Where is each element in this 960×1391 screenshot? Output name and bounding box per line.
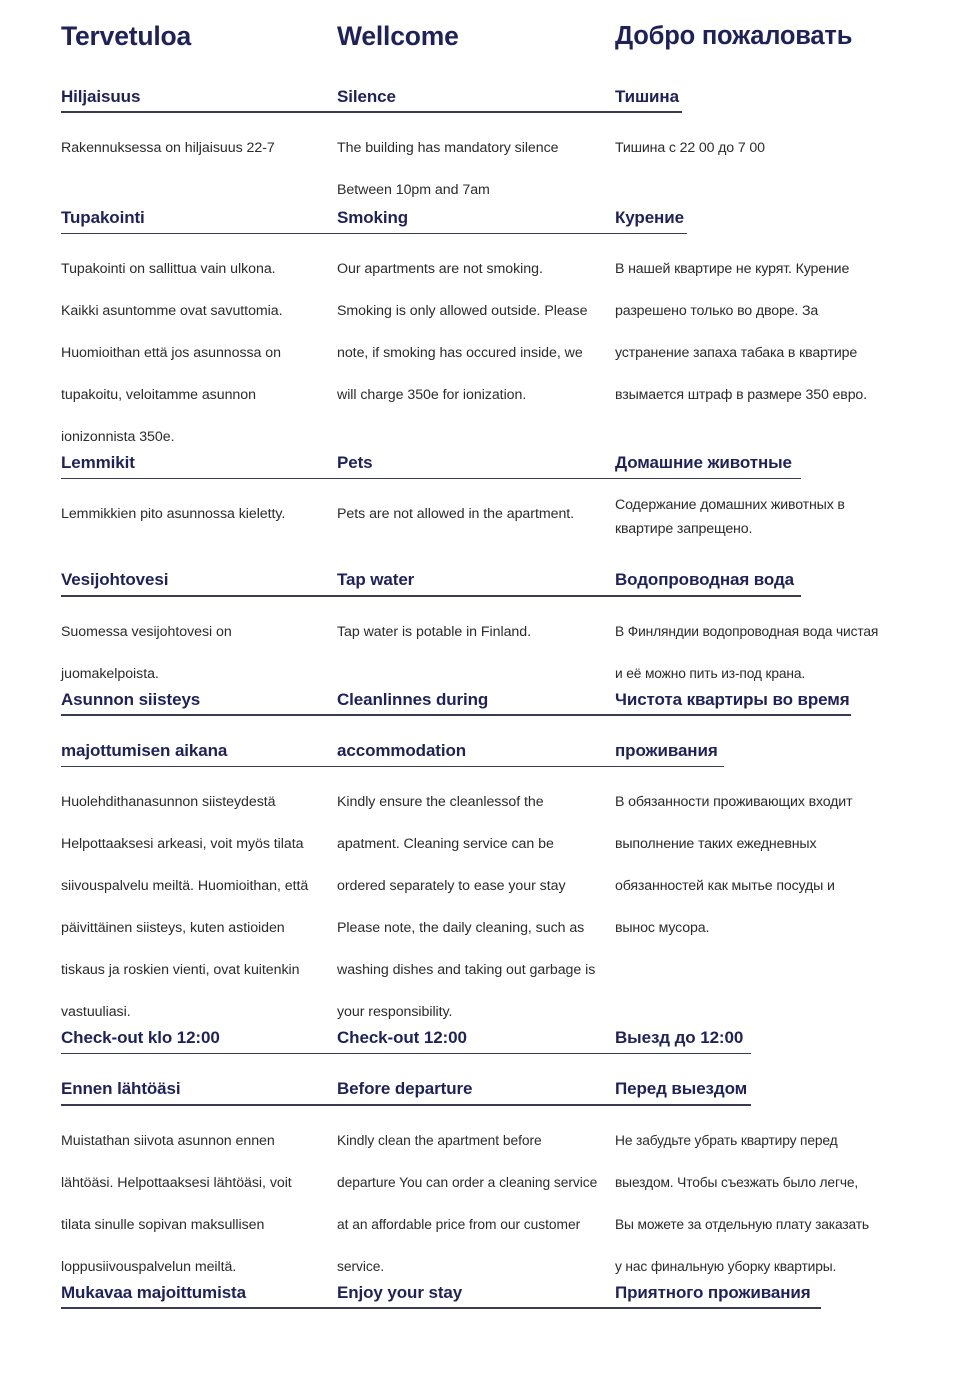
heading-cleanliness-ru-2: проживания bbox=[615, 740, 718, 760]
heading-pets-fi: Lemmikit bbox=[61, 453, 135, 473]
body-line: квартире запрещено. bbox=[615, 521, 753, 538]
house-rules-document bbox=[0, 22, 960, 1391]
body-before-departure-en bbox=[337, 1120, 615, 1288]
body-line: at an affordable price from our customer bbox=[337, 1216, 581, 1232]
body-line: Tap water is potable in Finland. bbox=[337, 623, 531, 640]
section-heading-pets bbox=[0, 452, 960, 479]
heading-rule bbox=[61, 1104, 751, 1106]
body-cleanliness-en bbox=[337, 781, 615, 1033]
section-body-before-departure bbox=[0, 1120, 960, 1288]
section-body-smoking bbox=[0, 248, 960, 458]
heading-tap-water-en: Tap water bbox=[337, 570, 415, 590]
body-silence-en bbox=[337, 127, 615, 211]
body-tap-water-ru bbox=[615, 611, 935, 695]
body-line: siivouspalvelu meiltä. Huomioithan, että bbox=[61, 878, 309, 895]
body-smoking-ru bbox=[615, 248, 935, 458]
section-heading-before-departure bbox=[0, 1078, 960, 1105]
heading-rule bbox=[61, 714, 851, 716]
heading-rule bbox=[61, 1307, 821, 1309]
heading-pets-en: Pets bbox=[337, 453, 373, 473]
body-line: tilata sinulle sopivan maksullisen bbox=[61, 1216, 265, 1233]
heading-pets-ru: Домашние животные bbox=[615, 453, 792, 473]
body-line: В нашей квартире не курят. Курение bbox=[615, 261, 850, 278]
body-line: your responsibility. bbox=[337, 1004, 453, 1021]
body-tap-water-fi bbox=[61, 611, 337, 695]
body-silence-fi bbox=[61, 127, 337, 211]
heading-enjoy-ru: Приятного проживания bbox=[615, 1282, 811, 1302]
body-line: Helpottaaksesi arkeasi, voit myös tilata bbox=[61, 836, 304, 853]
heading-cleanliness-fi: Asunnon siisteys bbox=[61, 689, 201, 709]
body-line: tupakoitu, veloitamme asunnon bbox=[61, 387, 256, 404]
body-line: vastuuliasi. bbox=[61, 1004, 131, 1021]
body-pets-ru bbox=[615, 493, 935, 541]
body-line: tiskaus ja roskien vienti, ovat kuitenkin bbox=[61, 962, 300, 979]
body-line: Between 10pm and 7am bbox=[337, 181, 490, 198]
heading-rule bbox=[61, 478, 801, 480]
body-silence-ru bbox=[615, 127, 935, 211]
body-smoking-fi bbox=[61, 248, 337, 458]
heading-enjoy-fi: Mukavaa majoittumista bbox=[61, 1282, 246, 1302]
body-line: The building has mandatory silence bbox=[337, 139, 559, 156]
section-heading-tap-water bbox=[0, 569, 960, 596]
body-line: Muistathan siivota asunnon ennen bbox=[61, 1132, 275, 1149]
page-title-ru: Добро пожаловать bbox=[615, 22, 853, 50]
body-line: Вы можете за отдельную плату заказать bbox=[615, 1216, 869, 1232]
body-pets-en bbox=[337, 493, 615, 541]
section-heading-enjoy bbox=[0, 1282, 960, 1309]
body-line: service. bbox=[337, 1258, 385, 1274]
body-line: ionizonnista 350e. bbox=[61, 429, 175, 446]
body-line: обязанностей как мытье посуды и bbox=[615, 878, 835, 895]
body-line: Our apartments are not smoking. bbox=[337, 261, 543, 278]
heading-checkout-fi: Check-out klo 12:00 bbox=[61, 1028, 220, 1048]
heading-cleanliness-en-2: accommodation bbox=[337, 740, 467, 760]
body-line: note, if smoking has occured inside, we bbox=[337, 345, 583, 362]
section-heading-cleanliness-line2 bbox=[0, 740, 960, 767]
body-line: Huomioithan että jos asunnossa on bbox=[61, 345, 281, 362]
body-line: Kindly ensure the cleanlessof the bbox=[337, 794, 544, 811]
heading-rule bbox=[61, 233, 687, 235]
heading-cleanliness-ru: Чистота квартиры во время bbox=[615, 689, 850, 709]
body-line: apatment. Cleaning service can be bbox=[337, 836, 554, 853]
section-body-tap-water bbox=[0, 611, 960, 695]
body-line: Suomessa vesijohtovesi on bbox=[61, 623, 232, 640]
document-title-row bbox=[0, 22, 960, 52]
body-line: Не забудьте убрать квартиру перед bbox=[615, 1132, 838, 1148]
heading-checkout-en: Check-out 12:00 bbox=[337, 1028, 467, 1048]
body-line: устранение запаха табака в квартире bbox=[615, 345, 858, 362]
body-line: Lemmikkien pito asunnossa kieletty. bbox=[61, 506, 286, 523]
page-title-en: Wellcome bbox=[337, 21, 459, 51]
body-line: loppusiivouspalvelun meiltä. bbox=[61, 1258, 237, 1275]
body-tap-water-en bbox=[337, 611, 615, 695]
heading-tap-water-ru: Водопроводная вода bbox=[615, 570, 795, 590]
body-line: у нас финальную уборку квартиры. bbox=[615, 1258, 837, 1274]
heading-silence-ru: Тишина bbox=[615, 86, 679, 106]
body-line: will charge 350e for ionization. bbox=[337, 387, 527, 404]
heading-smoking-ru: Курение bbox=[615, 207, 684, 227]
page-title-fi: Tervetuloa bbox=[61, 21, 192, 51]
section-body-silence bbox=[0, 127, 960, 211]
body-line: ordered separately to ease your stay bbox=[337, 878, 566, 895]
body-line: выездом. Чтобы съезжать было легче, bbox=[615, 1174, 859, 1190]
body-line: Huolehdithanasunnon siisteydestä bbox=[61, 794, 276, 811]
section-heading-cleanliness-line1 bbox=[0, 689, 960, 716]
body-line: вынос мусора. bbox=[615, 920, 710, 937]
body-before-departure-ru bbox=[615, 1120, 935, 1288]
heading-tap-water-fi: Vesijohtovesi bbox=[61, 570, 169, 590]
heading-smoking-en: Smoking bbox=[337, 207, 409, 227]
body-line: Rakennuksessa on hiljaisuus 22-7 bbox=[61, 139, 275, 156]
section-heading-smoking bbox=[0, 207, 960, 234]
heading-rule bbox=[61, 111, 682, 113]
heading-before-departure-en: Before departure bbox=[337, 1079, 473, 1099]
heading-before-departure-ru: Перед выездом bbox=[615, 1079, 748, 1099]
body-line: Содержание домашних животных в bbox=[615, 497, 845, 514]
body-smoking-en bbox=[337, 248, 615, 458]
body-line: juomakelpoista. bbox=[61, 665, 159, 682]
body-pets-fi bbox=[61, 493, 337, 541]
heading-cleanliness-en: Cleanlinnes during bbox=[337, 689, 489, 709]
body-line: Kindly clean the apartment before bbox=[337, 1132, 542, 1148]
body-line: выполнение таких ежедневных bbox=[615, 836, 817, 853]
section-body-pets bbox=[0, 493, 960, 541]
heading-rule bbox=[61, 595, 801, 597]
body-line: lähtöäsi. Helpottaaksesi lähtöäsi, voit bbox=[61, 1174, 292, 1191]
body-line: Тишина с 22 00 до 7 00 bbox=[615, 139, 765, 156]
heading-rule bbox=[61, 766, 724, 768]
body-line: washing dishes and taking out garbage is bbox=[337, 962, 596, 979]
body-before-departure-fi bbox=[61, 1120, 337, 1288]
body-line: päivittäinen siisteys, kuten astioiden bbox=[61, 920, 285, 937]
heading-silence-fi: Hiljaisuus bbox=[61, 86, 141, 106]
body-line: В Финляндии водопроводная вода чистая bbox=[615, 623, 879, 639]
heading-checkout-ru: Выезд до 12:00 bbox=[615, 1028, 744, 1048]
body-line: Pets are not allowed in the apartment. bbox=[337, 506, 575, 523]
heading-enjoy-en: Enjoy your stay bbox=[337, 1282, 463, 1302]
heading-silence-en: Silence bbox=[337, 86, 396, 106]
body-line: Tupakointi on sallittua vain ulkona. bbox=[61, 261, 276, 278]
heading-before-departure-fi: Ennen lähtöäsi bbox=[61, 1079, 181, 1099]
section-body-cleanliness bbox=[0, 781, 960, 1033]
body-line: departure You can order a cleaning service bbox=[337, 1174, 598, 1190]
body-line: разрешено только во дворе. За bbox=[615, 303, 819, 320]
body-line: Please note, the daily cleaning, such as bbox=[337, 920, 585, 937]
body-cleanliness-fi bbox=[61, 781, 337, 1033]
body-line: и её можно пить из-под крана. bbox=[615, 665, 806, 681]
heading-cleanliness-fi-2: majottumisen aikana bbox=[61, 740, 228, 760]
body-line: Kaikki asuntomme ovat savuttomia. bbox=[61, 303, 283, 320]
body-line: Smoking is only allowed outside. Please bbox=[337, 303, 588, 320]
body-line: взымается штраф в размере 350 евро. bbox=[615, 387, 867, 404]
section-heading-checkout bbox=[0, 1027, 960, 1054]
heading-smoking-fi: Tupakointi bbox=[61, 207, 145, 227]
section-heading-silence bbox=[0, 86, 960, 113]
body-cleanliness-ru bbox=[615, 781, 935, 1033]
body-line: В обязанности проживающих входит bbox=[615, 794, 853, 811]
heading-rule bbox=[61, 1053, 751, 1055]
